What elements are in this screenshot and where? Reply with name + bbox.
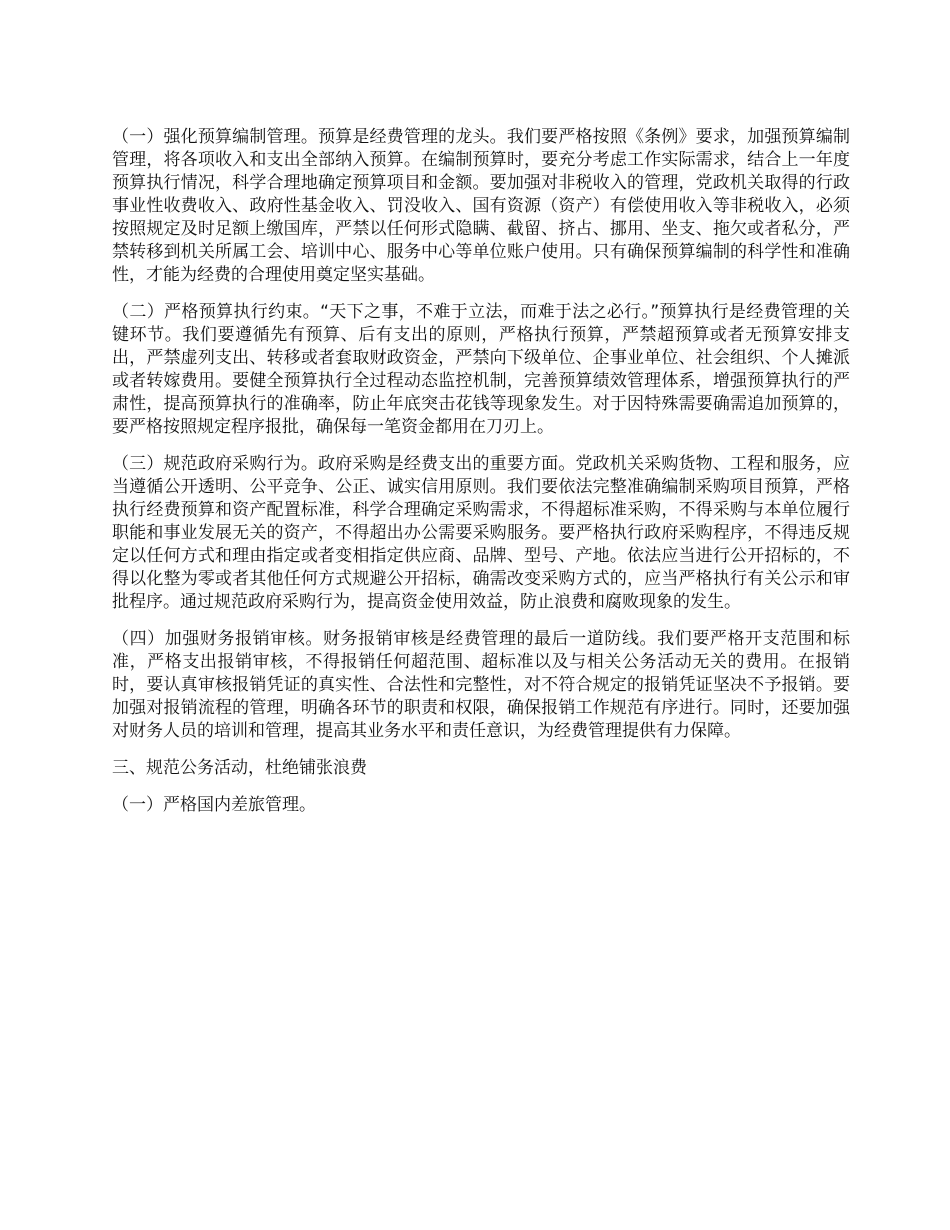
paragraph-government-procurement: （三）规范政府采购行为。政府采购是经费支出的重要方面。党政机关采购货物、工程和服务，应当遵循公开透明、公平竞争、公正、诚实信用原则。我们要依法完整准确编制采购项目预算，严格执行经费预算和资产配置标准，科学合理确定采购需求，不得超标准采购，不得采购与本单位履行职能和事业发展无关的资产，不得超出办公需要采购服务。要严格执行政府采购程序，不得违反规定以任何方式和理由指定或者变相指定供应商、品牌、型号、产地。依法应当进行公开招标的，不得以化整为零或者其他任何方式规避公开招标，确需改变采购方式的，应当严格执行有关公示和审批程序。通过规范政府采购行为，提高资金使用效益，防止浪费和腐败现象的发生。 xyxy=(112,454,850,612)
paragraph-budget-preparation: （一）强化预算编制管理。预算是经费管理的龙头。我们要严格按照《条例》要求，加强预算编制管理，将各项收入和支出全部纳入预算。在编制预算时，要充分考虑工作实际需求，结合上一年度预算执行情况，科学合理地确定预算项目和金额。要加强对非税收入的管理，党政机关取得的行政事业性收费收入、政府性基金收入、罚没收入、国有资源（资产）有偿使用收入等非税收入，必须按照规定及时足额上缴国库，严禁以任何形式隐瞒、截留、挤占、挪用、坐支、拖欠或者私分，严禁转移到机关所属工会、培训中心、服务中心等单位账户使用。只有确保预算编制的科学性和准确性，才能为经费的合理使用奠定坚实基础。 xyxy=(112,127,850,285)
section-heading: 三、规范公务活动，杜绝铺张浪费 xyxy=(112,758,367,778)
document-body xyxy=(112,126,850,831)
paragraph-budget-execution: （二）严格预算执行约束。“天下之事，不难于立法，而难于法之必行。”预算执行是经费管理的关键环节。我们要遵循先有预算、后有支出的原则，严格执行预算，严禁超预算或者无预算安排支出，严禁虚列支出、转移或者套取财政资金，严禁向下级单位、企事业单位、社会组织、个人摊派或者转嫁费用。要健全预算执行全过程动态监控机制，完善预算绩效管理体系，增强预算执行的严肃性，提高预算执行的准确率，防止年底突击花钱等现象发生。对于因特殊需要确需追加预算的，要严格按照规定程序报批，确保每一笔资金都用在刀刃上。 xyxy=(112,302,850,437)
subsection-heading: （一）严格国内差旅管理。 xyxy=(112,795,316,815)
paragraph-reimbursement-review: （四）加强财务报销审核。财务报销审核是经费管理的最后一道防线。我们要严格开支范围和标准，严格支出报销审核，不得报销任何超范围、超标准以及与相关公务活动无关的费用。在报销时，要认真审核报销凭证的真实性、合法性和完整性，对不符合规定的报销凭证坚决不予报销。要加强对报销流程的管理，明确各环节的职责和权限，确保报销工作规范有序进行。同时，还要加强对财务人员的培训和管理，提高其业务水平和责任意识，为经费管理提供有力保障。 xyxy=(112,629,850,741)
